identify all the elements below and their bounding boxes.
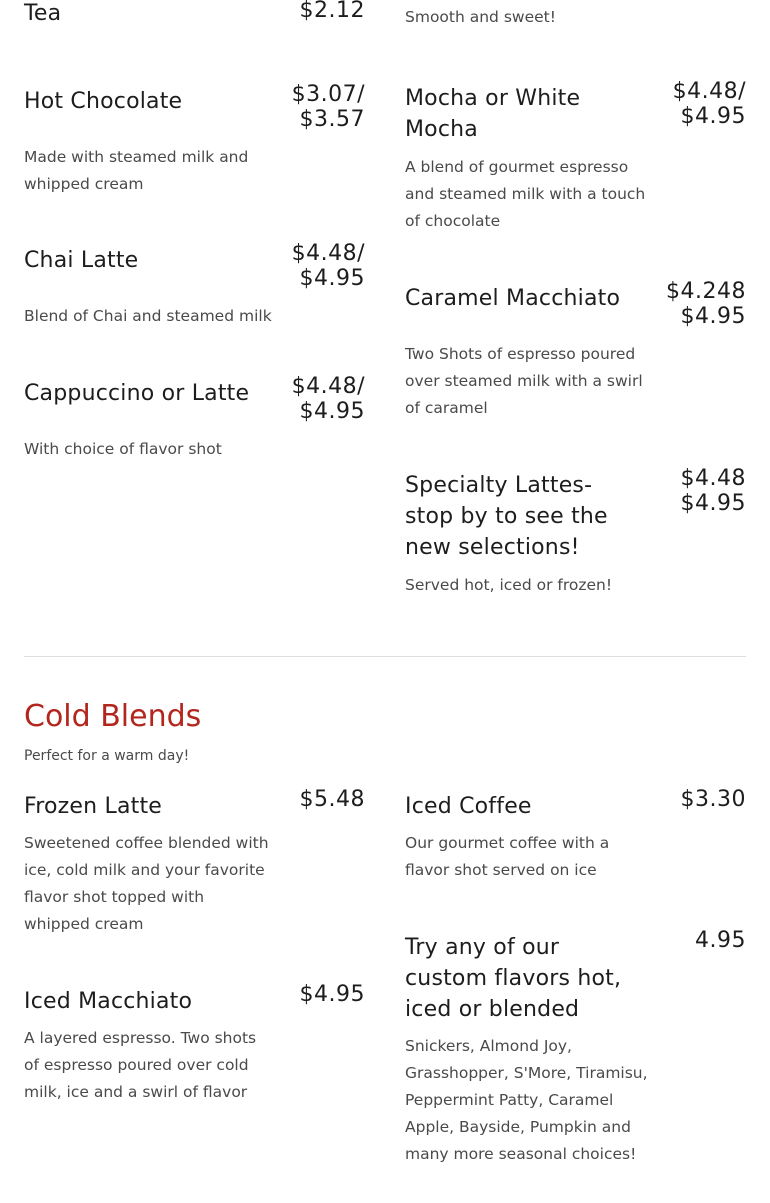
item-price: $4.48/$4.95 bbox=[291, 241, 365, 291]
item-description: With choice of flavor shot bbox=[24, 440, 222, 458]
item-name: Iced Macchiato bbox=[24, 989, 193, 1014]
item-price: $5.48 bbox=[299, 787, 365, 812]
item-price: 4.95 bbox=[695, 928, 746, 953]
item-name: Try any of our custom flavors hot, iced or blended bbox=[405, 935, 622, 1022]
item-name: Specialty Lattes- stop by to see the new selections! bbox=[405, 473, 608, 560]
section-divider bbox=[24, 656, 746, 657]
item-description: Smooth and sweet! bbox=[405, 8, 556, 26]
item-description: Served hot, iced or frozen! bbox=[405, 576, 613, 594]
item-price: $4.248$4.95 bbox=[666, 279, 746, 329]
item-price: $2.12 bbox=[299, 0, 365, 23]
item-name: Chai Latte bbox=[24, 248, 139, 273]
item-description: Two Shots of espresso poured over steamed milk with a swirl of caramel bbox=[405, 345, 643, 417]
section-title: Cold Blends bbox=[24, 699, 202, 734]
item-name: Caramel Macchiato bbox=[405, 286, 621, 311]
item-description: Our gourmet coffee with a flavor shot served on ice bbox=[405, 834, 610, 879]
item-description: Made with steamed milk and whipped cream bbox=[24, 148, 249, 193]
item-name: Iced Coffee bbox=[405, 794, 532, 819]
section-subtitle: Perfect for a warm day! bbox=[24, 748, 190, 764]
item-description: Blend of Chai and steamed milk bbox=[24, 307, 272, 325]
item-description: Sweetened coffee blended with ice, cold milk and your favorite flavor shot topped with whipped cream bbox=[24, 834, 269, 933]
item-description: A blend of gourmet espresso and steamed milk with a touch of chocolate bbox=[405, 158, 646, 230]
item-price: $3.30 bbox=[680, 787, 746, 812]
item-description: Snickers, Almond Joy, Grasshopper, S'More, Tiramisu, Peppermint Patty, Caramel Apple, Bayside, Pumpkin and many more seasonal choices! bbox=[405, 1037, 648, 1163]
item-name: Cappuccino or Latte bbox=[24, 381, 250, 406]
item-price: $3.07/$3.57 bbox=[291, 82, 365, 132]
item-price: $4.48/$4.95 bbox=[291, 374, 365, 424]
item-name: Frozen Latte bbox=[24, 794, 163, 819]
item-price: $4.95 bbox=[299, 982, 365, 1007]
item-name: Mocha or White Mocha bbox=[405, 86, 581, 142]
item-description: A layered espresso. Two shots of espresso poured over cold milk, ice and a swirl of flavor bbox=[24, 1029, 257, 1101]
item-name: Tea bbox=[24, 1, 62, 26]
item-price: $4.48$4.95 bbox=[680, 466, 746, 516]
item-name: Hot Chocolate bbox=[24, 89, 183, 114]
item-price: $4.48/$4.95 bbox=[672, 79, 746, 129]
